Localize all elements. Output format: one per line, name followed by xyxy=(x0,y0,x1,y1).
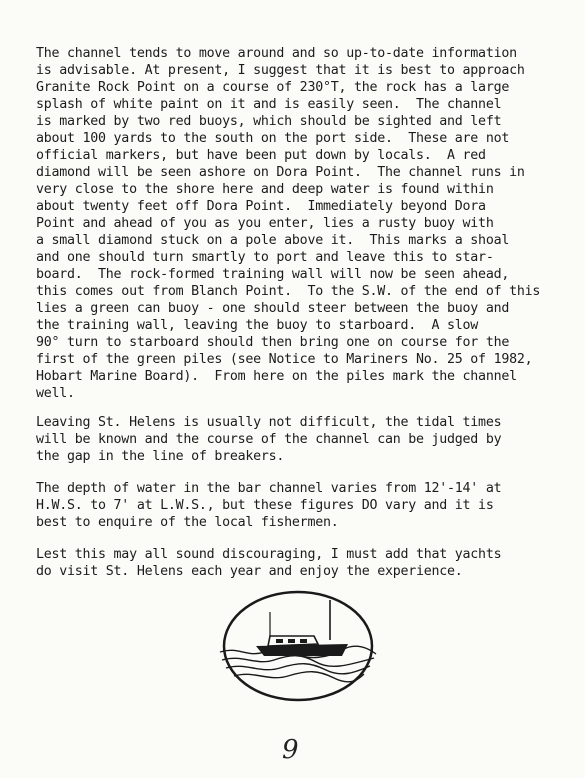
text-line: do visit St. Helens each year and enjoy the experience. xyxy=(36,564,463,579)
text-line: The depth of water in the bar channel varies from 12'-14' at xyxy=(36,481,502,496)
text-line: and one should turn smartly to port and leave this to star- xyxy=(36,250,494,265)
text-line: The channel tends to move around and so up-to-date information xyxy=(36,46,517,61)
text-line: is marked by two red buoys, which should be sighted and left xyxy=(36,114,502,129)
text-line: H.W.S. to 7' at L.W.S., but these figures DO vary and it is xyxy=(36,498,494,513)
text-line: Leaving St. Helens is usually not difficult, the tidal times xyxy=(36,415,502,430)
text-line: will be known and the course of the channel can be judged by xyxy=(36,432,502,447)
text-line: best to enquire of the local fishermen. xyxy=(36,515,339,530)
text-line: splash of white paint on it and is easily seen. The channel xyxy=(36,97,502,112)
text-line: a small diamond stuck on a pole above it. This marks a shoal xyxy=(36,233,510,248)
cabin-window xyxy=(288,639,295,643)
paragraph-leaving-st-helens xyxy=(36,414,581,465)
boat-illustration xyxy=(218,588,378,708)
text-line: is advisable. At present, I suggest that it is best to approach xyxy=(36,63,525,78)
text-line: official markers, but have been put down by locals. A red xyxy=(36,148,486,163)
text-line: diamond will be seen ashore on Dora Point. The channel runs in xyxy=(36,165,525,180)
text-line: first of the green piles (see Notice to Mariners No. 25 of 1982, xyxy=(36,352,533,367)
text-line: well. xyxy=(36,386,75,401)
text-line: board. The rock-formed training wall will now be seen ahead, xyxy=(36,267,510,282)
paragraph-bar-depth xyxy=(36,480,581,531)
text-line: this comes out from Blanch Point. To the S.W. of the end of this xyxy=(36,284,541,299)
text-line: lies a green can buoy - one should steer between the buoy and xyxy=(36,301,510,316)
text-line: Hobart Marine Board). From here on the piles mark the channel xyxy=(36,369,517,384)
page-number: 9 xyxy=(282,735,299,765)
paragraph-closing-remark xyxy=(36,546,581,580)
text-line: about 100 yards to the south on the port side. These are not xyxy=(36,131,510,146)
cabin-window xyxy=(300,639,307,643)
text-line: Granite Rock Point on a course of 230°T, the rock has a large xyxy=(36,80,510,95)
text-line: about twenty feet off Dora Point. Immediately beyond Dora xyxy=(36,199,486,214)
text-line: the gap in the line of breakers. xyxy=(36,449,285,464)
text-line: Point and ahead of you as you enter, lies a rusty buoy with xyxy=(36,216,494,231)
text-line: Lest this may all sound discouraging, I must add that yachts xyxy=(36,547,502,562)
text-line: very close to the shore here and deep water is found within xyxy=(36,182,494,197)
paragraph-channel-directions xyxy=(36,45,581,402)
cabin-window xyxy=(276,639,283,643)
text-line: the training wall, leaving the buoy to starboard. A slow xyxy=(36,318,479,333)
text-line: 90° turn to starboard should then bring one on course for the xyxy=(36,335,510,350)
wave-line xyxy=(222,656,374,667)
